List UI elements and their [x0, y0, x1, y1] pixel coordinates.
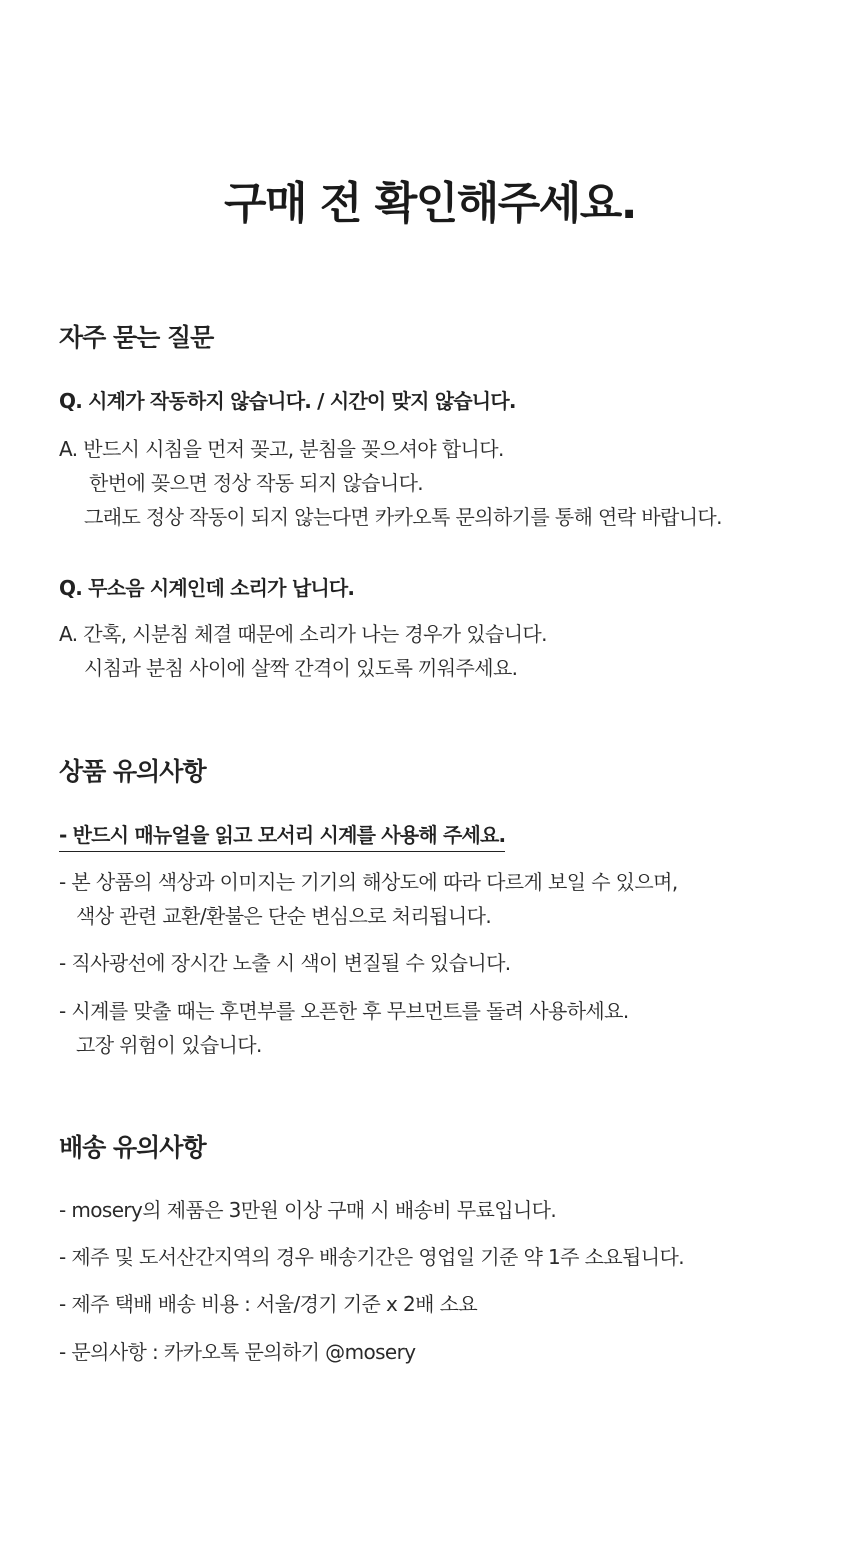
faq-answer-1-line-3: 그래도 정상 작동이 되지 않는다면 카카오톡 문의하기를 통해 연락 바랍니다.: [84, 505, 722, 529]
faq-title: 자주 묻는 질문: [59, 323, 214, 352]
faq-answer-1-line-2: 한번에 꽂으면 정상 작동 되지 않습니다.: [89, 471, 424, 495]
page-title: 구매 전 확인해주세요.: [224, 178, 636, 229]
shipping-notice-item-1: - mosery의 제품은 3만원 이상 구매 시 배송비 무료입니다.: [59, 1198, 557, 1222]
product-notice-item-2: - 직사광선에 장시간 노출 시 색이 변질될 수 있습니다.: [59, 951, 511, 975]
faq-answer-2-line-1: A. 간혹, 시분침 체결 때문에 소리가 나는 경우가 있습니다.: [59, 622, 547, 646]
shipping-notice-title: 배송 유의사항: [59, 1133, 206, 1162]
product-notice-title: 상품 유의사항: [59, 757, 206, 786]
faq-answer-1-line-1: A. 반드시 시침을 먼저 꽂고, 분침을 꽂으셔야 합니다.: [59, 437, 504, 461]
faq-answer-2-line-2: 시침과 분침 사이에 살짝 간격이 있도록 끼워주세요.: [84, 656, 518, 680]
shipping-notice-item-4: - 문의사항 : 카카오톡 문의하기 @mosery: [59, 1340, 416, 1364]
product-notice-item-3-line-2: 고장 위험이 있습니다.: [76, 1033, 262, 1057]
product-notice-item-3-line-1: - 시계를 맞출 때는 후면부를 오픈한 후 무브먼트를 돌려 사용하세요.: [59, 999, 629, 1023]
product-notice-item-1-line-2: 색상 관련 교환/환불은 단순 변심으로 처리됩니다.: [76, 904, 492, 928]
product-notice-item-1-line-1: - 본 상품의 색상과 이미지는 기기의 해상도에 따라 다르게 보일 수 있으며,: [59, 870, 678, 894]
faq-question-2: Q. 무소음 시계인데 소리가 납니다.: [59, 576, 355, 600]
manual-notice-highlight: - 반드시 매뉴얼을 읽고 모서리 시계를 사용해 주세요.: [59, 820, 505, 852]
shipping-notice-item-2: - 제주 및 도서산간지역의 경우 배송기간은 영업일 기준 약 1주 소요됩니다.: [59, 1245, 684, 1269]
faq-question-1: Q. 시계가 작동하지 않습니다. / 시간이 맞지 않습니다.: [59, 389, 516, 413]
shipping-notice-item-3: - 제주 택배 배송 비용 : 서울/경기 기준 x 2배 소요: [59, 1292, 478, 1316]
